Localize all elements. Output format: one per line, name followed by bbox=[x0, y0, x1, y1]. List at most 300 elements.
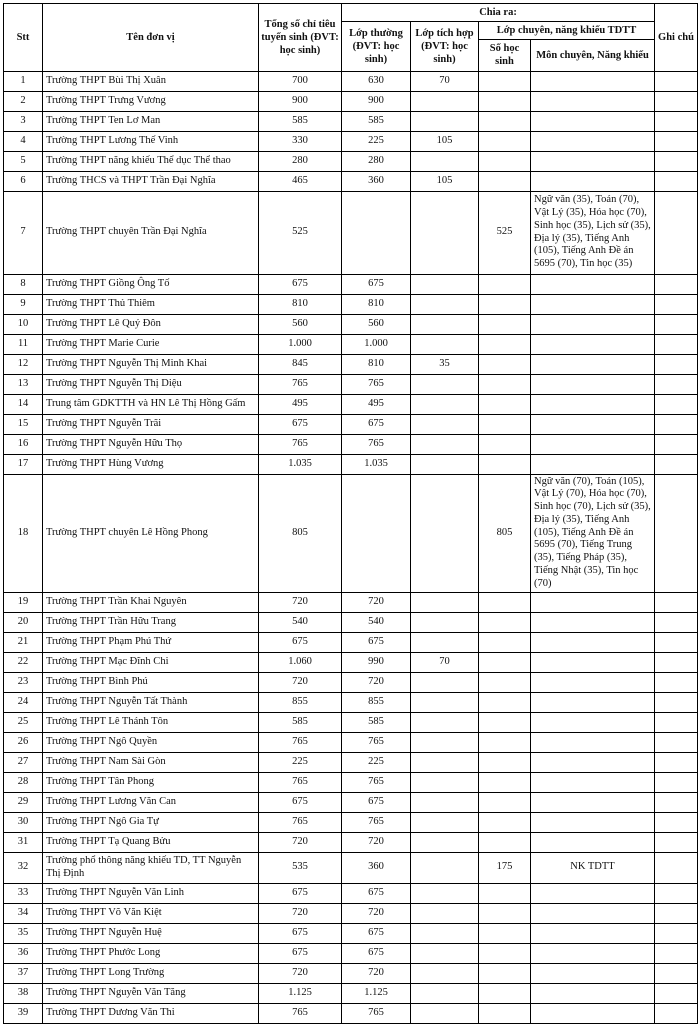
cell-unit-name: Trường THPT Tạ Quang Bửu bbox=[43, 832, 259, 852]
cell-stt: 8 bbox=[4, 274, 43, 294]
table-row bbox=[4, 592, 698, 612]
table-row bbox=[4, 171, 698, 191]
cell-specialized-count bbox=[479, 772, 531, 792]
cell-total-quota: 330 bbox=[259, 131, 342, 151]
cell-total-quota: 765 bbox=[259, 374, 342, 394]
cell-total-quota: 675 bbox=[259, 923, 342, 943]
cell-normal-class: 720 bbox=[342, 592, 411, 612]
cell-total-quota: 495 bbox=[259, 394, 342, 414]
cell-unit-name: Trường phổ thông năng khiếu TD, TT Nguyễn Thị Định bbox=[43, 852, 259, 883]
cell-unit-name: Trường THPT Thủ Thiêm bbox=[43, 294, 259, 314]
cell-specialized-count bbox=[479, 91, 531, 111]
cell-integrated-class bbox=[411, 294, 479, 314]
cell-integrated-class bbox=[411, 732, 479, 752]
cell-specialized-count bbox=[479, 314, 531, 334]
column-header-chia-ra: Chia ra: bbox=[342, 4, 655, 22]
cell-total-quota: 675 bbox=[259, 274, 342, 294]
table-row bbox=[4, 903, 698, 923]
table-row bbox=[4, 963, 698, 983]
cell-specialized-count bbox=[479, 923, 531, 943]
cell-unit-name: Trường THPT Võ Văn Kiệt bbox=[43, 903, 259, 923]
cell-stt: 22 bbox=[4, 652, 43, 672]
cell-specialized-count bbox=[479, 792, 531, 812]
cell-integrated-class bbox=[411, 943, 479, 963]
cell-stt: 5 bbox=[4, 151, 43, 171]
table-row bbox=[4, 652, 698, 672]
table-row bbox=[4, 294, 698, 314]
cell-stt: 12 bbox=[4, 354, 43, 374]
cell-specialized-count bbox=[479, 354, 531, 374]
cell-unit-name: Trường THPT Hùng Vương bbox=[43, 454, 259, 474]
column-header-stt: Stt bbox=[4, 4, 43, 72]
cell-stt: 25 bbox=[4, 712, 43, 732]
cell-note bbox=[655, 374, 698, 394]
cell-total-quota: 900 bbox=[259, 91, 342, 111]
cell-integrated-class bbox=[411, 474, 479, 592]
cell-note bbox=[655, 772, 698, 792]
cell-stt: 37 bbox=[4, 963, 43, 983]
cell-total-quota: 855 bbox=[259, 692, 342, 712]
cell-stt: 39 bbox=[4, 1003, 43, 1023]
cell-stt: 31 bbox=[4, 832, 43, 852]
cell-specialized-subjects bbox=[531, 454, 655, 474]
cell-specialized-subjects: Ngữ văn (70), Toán (105), Vật Lý (70), Hóa học (70), Sinh học (70), Lịch sử (35), Địa lý (35), Tiếng Anh (105), Tiếng Anh Đề án 5695 (70), Tiếng Trung (35), Tiếng Pháp (35), Tiếng Nhật (35), Tin học (70) bbox=[531, 474, 655, 592]
table-row bbox=[4, 752, 698, 772]
cell-integrated-class bbox=[411, 772, 479, 792]
table-row bbox=[4, 832, 698, 852]
cell-normal-class: 720 bbox=[342, 903, 411, 923]
table-row bbox=[4, 923, 698, 943]
cell-specialized-count bbox=[479, 454, 531, 474]
cell-note bbox=[655, 171, 698, 191]
cell-integrated-class bbox=[411, 923, 479, 943]
column-header-integrated-class: Lớp tích hợp (ĐVT: học sinh) bbox=[411, 22, 479, 71]
cell-unit-name: Trường THPT Dương Văn Thi bbox=[43, 1003, 259, 1023]
column-header-specialized-subjects: Môn chuyên, Năng khiếu bbox=[531, 40, 655, 71]
cell-specialized-count: 525 bbox=[479, 191, 531, 274]
cell-specialized-subjects bbox=[531, 354, 655, 374]
cell-specialized-subjects bbox=[531, 752, 655, 772]
cell-normal-class: 675 bbox=[342, 943, 411, 963]
cell-specialized-subjects bbox=[531, 812, 655, 832]
table-row bbox=[4, 131, 698, 151]
cell-stt: 9 bbox=[4, 294, 43, 314]
cell-unit-name: Trung tâm GDKTTH và HN Lê Thị Hồng Gấm bbox=[43, 394, 259, 414]
cell-specialized-subjects bbox=[531, 151, 655, 171]
cell-specialized-count bbox=[479, 131, 531, 151]
cell-specialized-count bbox=[479, 111, 531, 131]
cell-specialized-subjects bbox=[531, 71, 655, 91]
cell-stt: 2 bbox=[4, 91, 43, 111]
cell-integrated-class bbox=[411, 632, 479, 652]
table-row bbox=[4, 812, 698, 832]
cell-specialized-subjects bbox=[531, 903, 655, 923]
table-row bbox=[4, 792, 698, 812]
cell-total-quota: 535 bbox=[259, 852, 342, 883]
cell-integrated-class bbox=[411, 983, 479, 1003]
cell-note bbox=[655, 191, 698, 274]
cell-specialized-count bbox=[479, 151, 531, 171]
cell-total-quota: 675 bbox=[259, 943, 342, 963]
table-row bbox=[4, 712, 698, 732]
cell-total-quota: 845 bbox=[259, 354, 342, 374]
cell-stt: 14 bbox=[4, 394, 43, 414]
cell-total-quota: 675 bbox=[259, 632, 342, 652]
cell-stt: 24 bbox=[4, 692, 43, 712]
cell-specialized-count bbox=[479, 274, 531, 294]
cell-unit-name: Trường THPT Phạm Phú Thứ bbox=[43, 632, 259, 652]
cell-specialized-count bbox=[479, 592, 531, 612]
cell-unit-name: Trường THPT Ngô Gia Tự bbox=[43, 812, 259, 832]
cell-normal-class: 585 bbox=[342, 111, 411, 131]
cell-stt: 16 bbox=[4, 434, 43, 454]
cell-integrated-class bbox=[411, 752, 479, 772]
cell-unit-name: Trường THPT chuyên Lê Hồng Phong bbox=[43, 474, 259, 592]
cell-integrated-class bbox=[411, 792, 479, 812]
cell-unit-name: Trường THPT Trần Hữu Trang bbox=[43, 612, 259, 632]
cell-integrated-class: 70 bbox=[411, 71, 479, 91]
cell-total-quota: 765 bbox=[259, 812, 342, 832]
cell-integrated-class: 70 bbox=[411, 652, 479, 672]
table-row bbox=[4, 632, 698, 652]
cell-normal-class: 765 bbox=[342, 1003, 411, 1023]
cell-note bbox=[655, 274, 698, 294]
cell-specialized-count bbox=[479, 374, 531, 394]
cell-normal-class: 810 bbox=[342, 294, 411, 314]
cell-specialized-count bbox=[479, 712, 531, 732]
cell-stt: 21 bbox=[4, 632, 43, 652]
table-row bbox=[4, 474, 698, 592]
table-row bbox=[4, 672, 698, 692]
cell-normal-class: 900 bbox=[342, 91, 411, 111]
cell-unit-name: Trường THPT Ten Lơ Man bbox=[43, 111, 259, 131]
cell-normal-class: 675 bbox=[342, 883, 411, 903]
cell-total-quota: 1.035 bbox=[259, 454, 342, 474]
table-row bbox=[4, 71, 698, 91]
cell-integrated-class bbox=[411, 434, 479, 454]
cell-normal-class: 560 bbox=[342, 314, 411, 334]
cell-total-quota: 280 bbox=[259, 151, 342, 171]
cell-note bbox=[655, 71, 698, 91]
cell-normal-class: 225 bbox=[342, 752, 411, 772]
cell-stt: 20 bbox=[4, 612, 43, 632]
table-row bbox=[4, 334, 698, 354]
cell-integrated-class bbox=[411, 374, 479, 394]
cell-unit-name: Trường THPT Tân Phong bbox=[43, 772, 259, 792]
cell-stt: 30 bbox=[4, 812, 43, 832]
cell-note bbox=[655, 652, 698, 672]
cell-specialized-subjects bbox=[531, 692, 655, 712]
table-row bbox=[4, 274, 698, 294]
column-header-total-quota: Tổng số chỉ tiêu tuyển sinh (ĐVT: học sinh) bbox=[259, 4, 342, 72]
cell-integrated-class: 105 bbox=[411, 131, 479, 151]
cell-unit-name: Trường THPT Trưng Vương bbox=[43, 91, 259, 111]
column-header-specialized-group: Lớp chuyên, năng khiếu TDTT bbox=[479, 22, 655, 40]
cell-specialized-count bbox=[479, 732, 531, 752]
cell-normal-class: 990 bbox=[342, 652, 411, 672]
cell-specialized-subjects bbox=[531, 414, 655, 434]
cell-normal-class: 280 bbox=[342, 151, 411, 171]
cell-total-quota: 675 bbox=[259, 414, 342, 434]
cell-normal-class: 765 bbox=[342, 812, 411, 832]
table-row bbox=[4, 374, 698, 394]
table-row bbox=[4, 91, 698, 111]
cell-unit-name: Trường THPT Marie Curie bbox=[43, 334, 259, 354]
cell-integrated-class bbox=[411, 883, 479, 903]
cell-specialized-subjects bbox=[531, 632, 655, 652]
cell-stt: 32 bbox=[4, 852, 43, 883]
cell-unit-name: Trường THPT Nguyễn Văn Linh bbox=[43, 883, 259, 903]
cell-unit-name: Trường THPT Ngô Quyền bbox=[43, 732, 259, 752]
cell-stt: 33 bbox=[4, 883, 43, 903]
cell-specialized-count bbox=[479, 963, 531, 983]
table-row bbox=[4, 191, 698, 274]
cell-normal-class bbox=[342, 191, 411, 274]
cell-specialized-subjects bbox=[531, 983, 655, 1003]
cell-normal-class: 675 bbox=[342, 632, 411, 652]
cell-integrated-class bbox=[411, 334, 479, 354]
cell-note bbox=[655, 91, 698, 111]
cell-stt: 7 bbox=[4, 191, 43, 274]
cell-stt: 1 bbox=[4, 71, 43, 91]
cell-note bbox=[655, 394, 698, 414]
cell-total-quota: 1.125 bbox=[259, 983, 342, 1003]
cell-note bbox=[655, 592, 698, 612]
cell-normal-class: 720 bbox=[342, 832, 411, 852]
cell-note bbox=[655, 923, 698, 943]
cell-normal-class: 1.000 bbox=[342, 334, 411, 354]
cell-specialized-count bbox=[479, 692, 531, 712]
cell-specialized-subjects bbox=[531, 652, 655, 672]
cell-specialized-count bbox=[479, 752, 531, 772]
cell-unit-name: Trường THPT Nguyễn Thị Diệu bbox=[43, 374, 259, 394]
cell-total-quota: 720 bbox=[259, 592, 342, 612]
table-row bbox=[4, 454, 698, 474]
cell-specialized-subjects bbox=[531, 171, 655, 191]
cell-total-quota: 765 bbox=[259, 732, 342, 752]
table-row bbox=[4, 151, 698, 171]
cell-unit-name: Trường THPT Nguyễn Trãi bbox=[43, 414, 259, 434]
cell-stt: 3 bbox=[4, 111, 43, 131]
cell-specialized-count bbox=[479, 903, 531, 923]
cell-note bbox=[655, 712, 698, 732]
cell-unit-name: Trường THPT Nguyễn Thị Minh Khai bbox=[43, 354, 259, 374]
cell-normal-class: 1.035 bbox=[342, 454, 411, 474]
table-body bbox=[4, 71, 698, 1023]
cell-stt: 26 bbox=[4, 732, 43, 752]
cell-specialized-count bbox=[479, 672, 531, 692]
cell-total-quota: 675 bbox=[259, 883, 342, 903]
cell-normal-class: 225 bbox=[342, 131, 411, 151]
cell-integrated-class bbox=[411, 832, 479, 852]
table-row bbox=[4, 414, 698, 434]
cell-unit-name: Trường THPT Nguyễn Hữu Thọ bbox=[43, 434, 259, 454]
cell-stt: 34 bbox=[4, 903, 43, 923]
cell-integrated-class bbox=[411, 712, 479, 732]
cell-normal-class: 1.125 bbox=[342, 983, 411, 1003]
cell-total-quota: 525 bbox=[259, 191, 342, 274]
cell-total-quota: 225 bbox=[259, 752, 342, 772]
cell-integrated-class bbox=[411, 692, 479, 712]
cell-specialized-subjects bbox=[531, 274, 655, 294]
cell-unit-name: Trường THPT Bùi Thị Xuân bbox=[43, 71, 259, 91]
cell-integrated-class bbox=[411, 592, 479, 612]
cell-stt: 18 bbox=[4, 474, 43, 592]
cell-specialized-count: 175 bbox=[479, 852, 531, 883]
cell-specialized-subjects bbox=[531, 131, 655, 151]
cell-specialized-count bbox=[479, 652, 531, 672]
cell-stt: 10 bbox=[4, 314, 43, 334]
cell-specialized-subjects bbox=[531, 943, 655, 963]
table-row bbox=[4, 732, 698, 752]
cell-integrated-class bbox=[411, 314, 479, 334]
cell-unit-name: Trường THPT Nguyễn Tất Thành bbox=[43, 692, 259, 712]
cell-integrated-class bbox=[411, 963, 479, 983]
cell-normal-class: 630 bbox=[342, 71, 411, 91]
cell-unit-name: Trường THPT Lê Quý Đôn bbox=[43, 314, 259, 334]
cell-stt: 29 bbox=[4, 792, 43, 812]
cell-specialized-count bbox=[479, 983, 531, 1003]
cell-specialized-count bbox=[479, 612, 531, 632]
cell-note bbox=[655, 983, 698, 1003]
cell-normal-class: 540 bbox=[342, 612, 411, 632]
cell-specialized-subjects bbox=[531, 314, 655, 334]
cell-unit-name: Trường THPT Long Trường bbox=[43, 963, 259, 983]
cell-total-quota: 700 bbox=[259, 71, 342, 91]
table-row bbox=[4, 434, 698, 454]
cell-normal-class: 675 bbox=[342, 923, 411, 943]
cell-note bbox=[655, 943, 698, 963]
cell-unit-name: Trường THPT năng khiếu Thể dục Thể thao bbox=[43, 151, 259, 171]
cell-integrated-class bbox=[411, 91, 479, 111]
cell-normal-class bbox=[342, 474, 411, 592]
cell-stt: 4 bbox=[4, 131, 43, 151]
cell-note bbox=[655, 672, 698, 692]
cell-integrated-class bbox=[411, 191, 479, 274]
cell-note bbox=[655, 131, 698, 151]
cell-specialized-subjects bbox=[531, 672, 655, 692]
cell-unit-name: Trường THPT chuyên Trần Đại Nghĩa bbox=[43, 191, 259, 274]
cell-normal-class: 675 bbox=[342, 792, 411, 812]
cell-note bbox=[655, 314, 698, 334]
cell-total-quota: 1.000 bbox=[259, 334, 342, 354]
cell-note bbox=[655, 334, 698, 354]
cell-specialized-count bbox=[479, 71, 531, 91]
cell-total-quota: 720 bbox=[259, 832, 342, 852]
cell-specialized-count bbox=[479, 394, 531, 414]
cell-total-quota: 585 bbox=[259, 111, 342, 131]
cell-stt: 38 bbox=[4, 983, 43, 1003]
cell-stt: 36 bbox=[4, 943, 43, 963]
table-row bbox=[4, 943, 698, 963]
cell-specialized-count bbox=[479, 943, 531, 963]
cell-normal-class: 585 bbox=[342, 712, 411, 732]
cell-specialized-subjects bbox=[531, 792, 655, 812]
cell-specialized-subjects bbox=[531, 374, 655, 394]
cell-normal-class: 495 bbox=[342, 394, 411, 414]
cell-total-quota: 765 bbox=[259, 772, 342, 792]
cell-note bbox=[655, 792, 698, 812]
cell-note bbox=[655, 612, 698, 632]
cell-normal-class: 765 bbox=[342, 434, 411, 454]
cell-specialized-subjects bbox=[531, 772, 655, 792]
cell-normal-class: 675 bbox=[342, 274, 411, 294]
cell-unit-name: Trường THPT Lương Thế Vinh bbox=[43, 131, 259, 151]
cell-total-quota: 585 bbox=[259, 712, 342, 732]
cell-integrated-class bbox=[411, 274, 479, 294]
cell-stt: 13 bbox=[4, 374, 43, 394]
cell-note bbox=[655, 903, 698, 923]
cell-note bbox=[655, 454, 698, 474]
table-row bbox=[4, 111, 698, 131]
cell-specialized-count bbox=[479, 294, 531, 314]
cell-integrated-class bbox=[411, 672, 479, 692]
cell-total-quota: 810 bbox=[259, 294, 342, 314]
cell-specialized-count bbox=[479, 414, 531, 434]
cell-specialized-subjects bbox=[531, 963, 655, 983]
cell-note bbox=[655, 474, 698, 592]
cell-integrated-class bbox=[411, 612, 479, 632]
cell-specialized-count bbox=[479, 1003, 531, 1023]
cell-specialized-subjects bbox=[531, 434, 655, 454]
cell-note bbox=[655, 434, 698, 454]
cell-unit-name: Trường THPT Nguyễn Huệ bbox=[43, 923, 259, 943]
cell-specialized-subjects bbox=[531, 91, 655, 111]
cell-integrated-class: 35 bbox=[411, 354, 479, 374]
cell-note bbox=[655, 354, 698, 374]
cell-specialized-subjects bbox=[531, 294, 655, 314]
cell-unit-name: Trường THPT Bình Phú bbox=[43, 672, 259, 692]
table-row bbox=[4, 1003, 698, 1023]
cell-unit-name: Trường THPT Lê Thánh Tôn bbox=[43, 712, 259, 732]
cell-note bbox=[655, 414, 698, 434]
cell-stt: 6 bbox=[4, 171, 43, 191]
cell-total-quota: 805 bbox=[259, 474, 342, 592]
cell-note bbox=[655, 151, 698, 171]
cell-specialized-subjects bbox=[531, 612, 655, 632]
cell-unit-name: Trường THCS và THPT Trần Đại Nghĩa bbox=[43, 171, 259, 191]
cell-normal-class: 855 bbox=[342, 692, 411, 712]
cell-total-quota: 765 bbox=[259, 434, 342, 454]
cell-total-quota: 720 bbox=[259, 903, 342, 923]
cell-unit-name: Trường THPT Trần Khai Nguyên bbox=[43, 592, 259, 612]
cell-specialized-subjects: NK TDTT bbox=[531, 852, 655, 883]
cell-specialized-count bbox=[479, 434, 531, 454]
cell-stt: 28 bbox=[4, 772, 43, 792]
cell-normal-class: 810 bbox=[342, 354, 411, 374]
cell-unit-name: Trường THPT Nguyễn Văn Tăng bbox=[43, 983, 259, 1003]
cell-integrated-class bbox=[411, 812, 479, 832]
cell-normal-class: 675 bbox=[342, 414, 411, 434]
table-row bbox=[4, 983, 698, 1003]
cell-specialized-subjects bbox=[531, 394, 655, 414]
cell-stt: 11 bbox=[4, 334, 43, 354]
cell-stt: 15 bbox=[4, 414, 43, 434]
cell-unit-name: Trường THPT Lương Văn Can bbox=[43, 792, 259, 812]
cell-total-quota: 720 bbox=[259, 672, 342, 692]
cell-stt: 19 bbox=[4, 592, 43, 612]
cell-specialized-subjects bbox=[531, 334, 655, 354]
cell-total-quota: 540 bbox=[259, 612, 342, 632]
table-row bbox=[4, 772, 698, 792]
cell-integrated-class bbox=[411, 394, 479, 414]
cell-integrated-class bbox=[411, 414, 479, 434]
cell-normal-class: 765 bbox=[342, 772, 411, 792]
cell-normal-class: 765 bbox=[342, 732, 411, 752]
cell-specialized-subjects bbox=[531, 111, 655, 131]
cell-total-quota: 560 bbox=[259, 314, 342, 334]
cell-specialized-subjects: Ngữ văn (35), Toán (70), Vật Lý (35), Hóa học (70), Sinh học (35), Lịch sử (35), Địa lý (35), Tiếng Anh (105), Tiếng Anh Đề án 5695 (70), Tin học (35) bbox=[531, 191, 655, 274]
